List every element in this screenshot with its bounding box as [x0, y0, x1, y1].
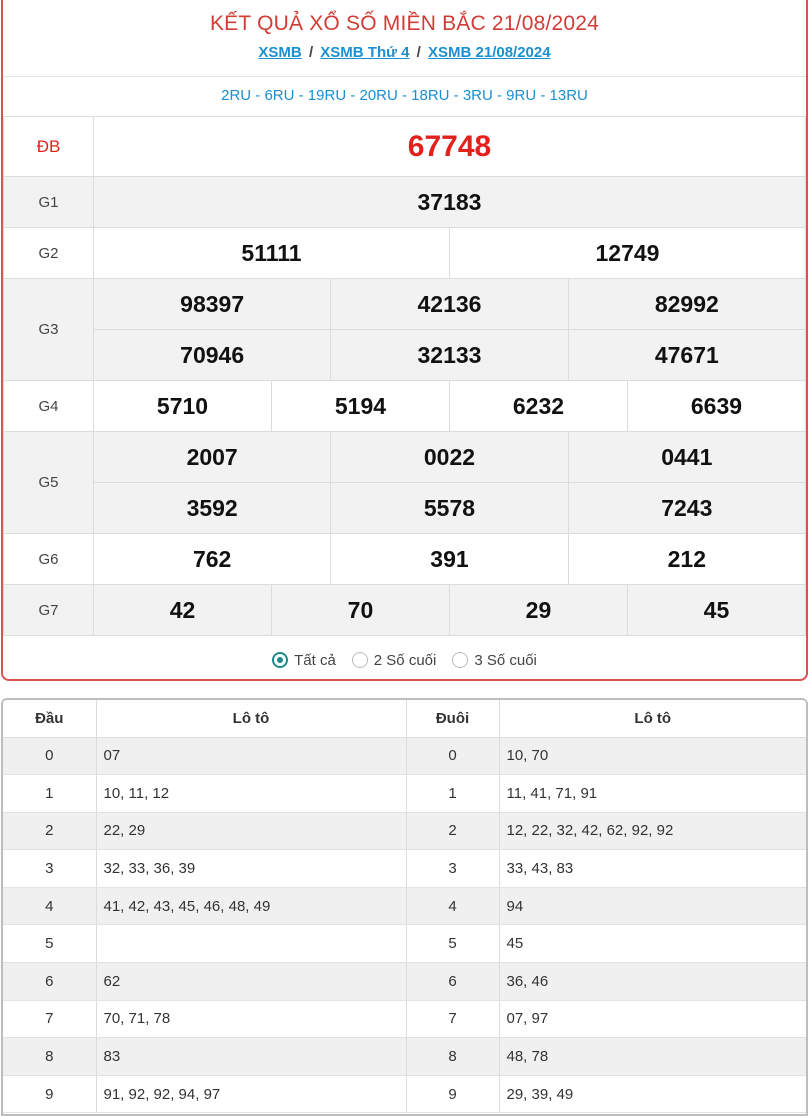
dau-digit: 2 [3, 812, 96, 850]
prize-value: 47671 [568, 330, 805, 381]
breadcrumb-links [3, 44, 806, 76]
prize-value: 762 [94, 534, 331, 585]
digit-filter [3, 636, 806, 681]
dau-digit: 9 [3, 1075, 96, 1113]
prize-value: 3592 [94, 483, 331, 534]
column-header-loto: Lô tô [499, 700, 806, 737]
duoi-values: 33, 43, 83 [499, 850, 806, 888]
prize-value: 7243 [568, 483, 805, 534]
duoi-values: 12, 22, 32, 42, 62, 92, 92 [499, 812, 806, 850]
prize-label-g5: G5 [4, 432, 94, 534]
prize-value: 98397 [94, 279, 331, 330]
prize-label-g1: G1 [4, 177, 94, 228]
loto-panel [1, 698, 808, 1116]
link-separator: / [416, 44, 421, 61]
result-panel [1, 0, 808, 681]
duoi-values: 48, 78 [499, 1038, 806, 1076]
filter-label: 3 Số cuối [474, 651, 537, 669]
prize-label-g7: G7 [4, 585, 94, 636]
duoi-values: 29, 39, 49 [499, 1075, 806, 1113]
dau-values: 32, 33, 36, 39 [96, 850, 406, 888]
prize-row-g1 [4, 177, 806, 228]
prize-value: 29 [449, 585, 627, 636]
table-row [3, 1000, 806, 1038]
duoi-digit: 6 [406, 963, 499, 1001]
prize-value: 12749 [449, 228, 805, 279]
dau-values [96, 925, 406, 963]
radio-checked-icon[interactable] [272, 652, 288, 668]
duoi-digit: 0 [406, 737, 499, 775]
table-row [3, 1038, 806, 1076]
prize-row-g5 [4, 432, 806, 483]
prize-value: 0022 [331, 432, 568, 483]
prize-value: 37183 [94, 177, 806, 228]
prize-value: 42 [94, 585, 272, 636]
prize-value: 6232 [449, 381, 627, 432]
prize-value: 82992 [568, 279, 805, 330]
prize-row-g2 [4, 228, 806, 279]
duoi-values: 10, 70 [499, 737, 806, 775]
dau-digit: 0 [3, 737, 96, 775]
prize-label-g3: G3 [4, 279, 94, 381]
prize-row-g5 [4, 483, 806, 534]
duoi-digit: 1 [406, 775, 499, 813]
dau-values: 91, 92, 92, 94, 97 [96, 1075, 406, 1113]
dau-digit: 5 [3, 925, 96, 963]
prize-value: 5578 [331, 483, 568, 534]
prize-value: 45 [627, 585, 805, 636]
loto-header-row [3, 700, 806, 737]
dau-digit: 6 [3, 963, 96, 1001]
prize-value: 70 [271, 585, 449, 636]
link-separator: / [308, 44, 314, 61]
table-row [3, 1075, 806, 1113]
link-xsmb-date[interactable]: XSMB 21/08/2024 [428, 44, 551, 61]
dau-digit: 3 [3, 850, 96, 888]
prize-table [3, 116, 806, 636]
dau-values: 70, 71, 78 [96, 1000, 406, 1038]
prize-row-g3 [4, 330, 806, 381]
filter-label: Tất cả [294, 651, 336, 669]
duoi-values: 94 [499, 887, 806, 925]
dau-values: 07 [96, 737, 406, 775]
prize-row-g3 [4, 279, 806, 330]
link-xsmb-thu4[interactable]: XSMB Thứ 4 [320, 44, 410, 61]
prize-value: 5194 [271, 381, 449, 432]
special-codes: 2RU - 6RU - 19RU - 20RU - 18RU - 3RU - 9RU - 13RU [3, 76, 806, 116]
dau-digit: 8 [3, 1038, 96, 1076]
table-row [3, 925, 806, 963]
table-row [3, 812, 806, 850]
filter-option-3-digits[interactable] [452, 652, 537, 669]
page-title: KẾT QUẢ XỔ SỐ MIỀN BẮC 21/08/2024 [209, 12, 600, 35]
dau-values: 22, 29 [96, 812, 406, 850]
duoi-values: 11, 41, 71, 91 [499, 775, 806, 813]
duoi-digit: 4 [406, 887, 499, 925]
dau-values: 41, 42, 43, 45, 46, 48, 49 [96, 887, 406, 925]
prize-value: 42136 [331, 279, 568, 330]
prize-value: 2007 [94, 432, 331, 483]
link-xsmb[interactable]: XSMB [258, 44, 302, 61]
duoi-digit: 3 [406, 850, 499, 888]
prize-label-db: ĐB [4, 117, 94, 177]
table-row [3, 850, 806, 888]
prize-value: 70946 [94, 330, 331, 381]
duoi-digit: 7 [406, 1000, 499, 1038]
table-row [3, 963, 806, 1001]
prize-value: 212 [568, 534, 805, 585]
dau-values: 62 [96, 963, 406, 1001]
filter-label: 2 Số cuối [373, 651, 437, 669]
duoi-values: 45 [499, 925, 806, 963]
filter-option-2-digits[interactable] [352, 652, 437, 669]
table-row [3, 887, 806, 925]
table-row [3, 737, 806, 775]
loto-table [3, 700, 806, 1113]
radio-icon[interactable] [352, 652, 368, 668]
dau-values: 10, 11, 12 [96, 775, 406, 813]
prize-row-g6 [4, 534, 806, 585]
duoi-values: 36, 46 [499, 963, 806, 1001]
column-header-dau: Đầu [3, 700, 96, 737]
duoi-digit: 5 [406, 925, 499, 963]
prize-value: 51111 [94, 228, 450, 279]
prize-label-g2: G2 [4, 228, 94, 279]
filter-option-all[interactable] [272, 652, 336, 669]
prize-value-db: 67748 [94, 117, 806, 177]
duoi-digit: 8 [406, 1038, 499, 1076]
duoi-values: 07, 97 [499, 1000, 806, 1038]
table-row [3, 775, 806, 813]
prize-label-g6: G6 [4, 534, 94, 585]
prize-label-g4: G4 [4, 381, 94, 432]
prize-value: 5710 [94, 381, 272, 432]
radio-icon[interactable] [452, 652, 468, 668]
duoi-digit: 9 [406, 1075, 499, 1113]
dau-values: 83 [96, 1038, 406, 1076]
prize-value: 32133 [331, 330, 568, 381]
dau-digit: 1 [3, 775, 96, 813]
dau-digit: 4 [3, 887, 96, 925]
prize-row-db [4, 117, 806, 177]
column-header-loto: Lô tô [96, 700, 406, 737]
prize-value: 0441 [568, 432, 805, 483]
column-header-duoi: Đuôi [406, 700, 499, 737]
duoi-digit: 2 [406, 812, 499, 850]
dau-digit: 7 [3, 1000, 96, 1038]
prize-value: 391 [331, 534, 568, 585]
prize-row-g7 [4, 585, 806, 636]
prize-value: 6639 [627, 381, 805, 432]
prize-row-g4 [4, 381, 806, 432]
